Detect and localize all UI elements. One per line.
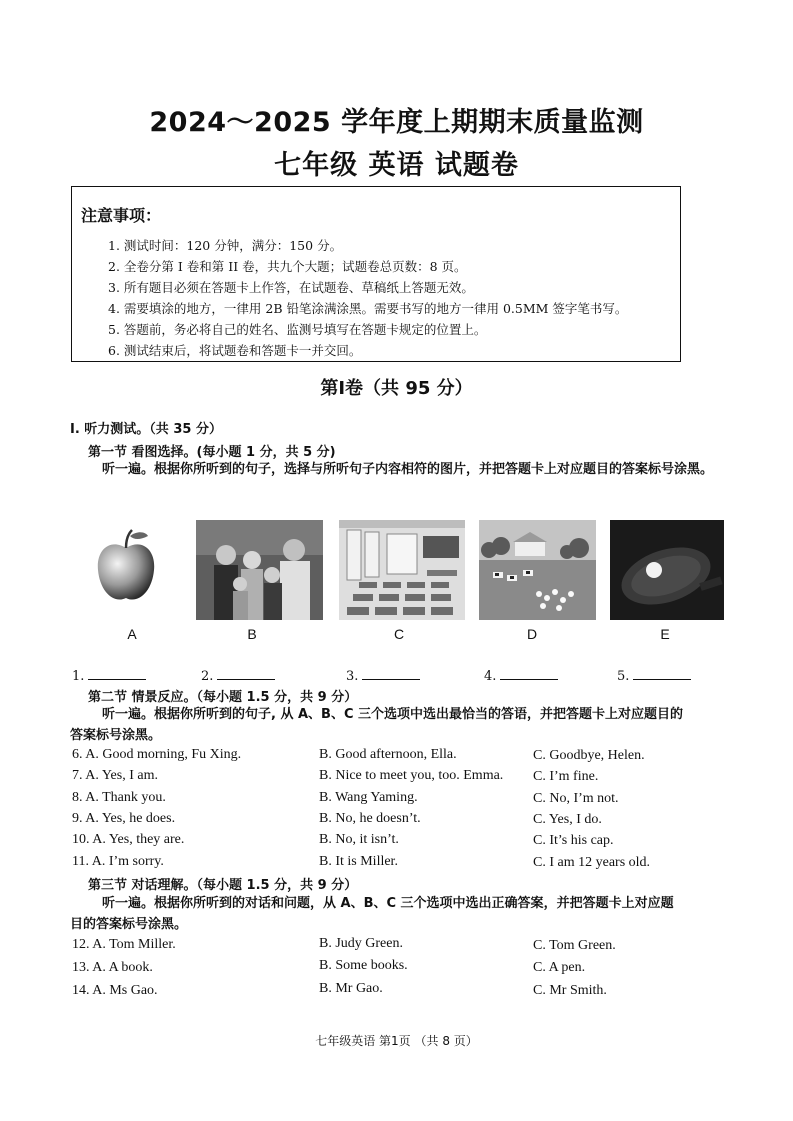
option-b: B. Wang Yaming. bbox=[319, 790, 418, 805]
picture-label-c: C bbox=[393, 626, 405, 642]
answer-blank[interactable] bbox=[201, 667, 275, 684]
blank-number: 1. bbox=[72, 669, 85, 684]
option-a: 9. A. Yes, he does. bbox=[72, 811, 176, 826]
option-b: B. Nice to meet you, too. Emma. bbox=[319, 768, 504, 783]
listening-heading: I. 听力测试。（共 35 分） bbox=[70, 422, 222, 437]
option-c: C. Yes, I do. bbox=[533, 812, 602, 827]
section2-instruction-line2: 答案标号涂黑。 bbox=[70, 728, 162, 743]
section1-title: 第一节 看图选择。(每小题 1 分，共 5 分) bbox=[88, 445, 336, 460]
option-a: 7. A. Yes, I am. bbox=[72, 768, 158, 783]
answer-blank[interactable] bbox=[617, 667, 691, 684]
option-c: C. I am 12 years old. bbox=[533, 855, 651, 870]
blank-number: 5. bbox=[617, 669, 630, 684]
blank-number: 3. bbox=[346, 669, 359, 684]
section3-instruction-line1: 听一遍。根据你所听到的对话和问题，从 A、B、C 三个选项中选出正确答案，并把答题卡上对应题 bbox=[102, 896, 674, 911]
apple-picture bbox=[90, 520, 162, 620]
farm-photo bbox=[479, 520, 596, 620]
option-a: 10. A. Yes, they are. bbox=[72, 832, 185, 847]
notice-item: 2. 全卷分第 I 卷和第 II 卷，共九个大题；试题卷总页数：8 页。 bbox=[108, 259, 467, 274]
option-a: 13. A. A book. bbox=[72, 960, 153, 975]
notice-item: 3. 所有题目必须在答题卡上作答，在试题卷、草稿纸上答题无效。 bbox=[108, 280, 474, 295]
section3-title: 第三节 对话理解。（每小题 1.5 分，共 9 分） bbox=[88, 878, 358, 893]
option-a: 8. A. Thank you. bbox=[72, 790, 166, 805]
blank-number: 4. bbox=[484, 669, 497, 684]
option-b: B. It is Miller. bbox=[319, 854, 398, 869]
option-b: B. Judy Green. bbox=[319, 936, 403, 951]
notice-title: 注意事项： bbox=[81, 206, 162, 225]
section1-instruction: 听一遍。根据你所听到的句子，选择与所听句子内容相符的图片，并把答题卡上对应题目的答案标号涂黑。 bbox=[102, 462, 714, 477]
part1-heading: 第Ⅰ卷（共 95 分） bbox=[320, 378, 473, 399]
notice-item: 1. 测试时间：120 分钟，满分：150 分。 bbox=[108, 238, 343, 253]
notice-list bbox=[108, 235, 627, 361]
option-a: 6. A. Good morning, Fu Xing. bbox=[72, 747, 242, 762]
option-b: B. Mr Gao. bbox=[319, 981, 383, 996]
exam-title-line1: 2024～2025 学年度上期期末质量监测 bbox=[149, 107, 644, 138]
page-footer: 七年级英语 第1页 （共 8 页） bbox=[315, 1034, 478, 1048]
notice-item: 4. 需要填涂的地方，一律用 2B 铅笔涂满涂黑。需要书写的地方一律用 0.5MM 签字笔书写。 bbox=[108, 301, 628, 316]
exam-title-line2: 七年级 英语 试题卷 bbox=[274, 150, 519, 181]
option-b: B. Good afternoon, Ella. bbox=[319, 747, 457, 762]
section3-instruction-line2: 目的答案标号涂黑。 bbox=[70, 917, 188, 932]
option-c: C. No, I’m not. bbox=[533, 791, 619, 806]
notice-box bbox=[71, 186, 681, 362]
option-c: C. I’m fine. bbox=[533, 769, 599, 784]
answer-blank[interactable] bbox=[346, 667, 420, 684]
family-photo bbox=[196, 520, 323, 620]
picture-label-b: B bbox=[247, 626, 257, 642]
option-a: 14. A. Ms Gao. bbox=[72, 983, 158, 998]
notice-item: 5. 答题前，务必将自己的姓名、监测号填写在答题卡规定的位置上。 bbox=[108, 322, 487, 337]
option-a: 11. A. I’m sorry. bbox=[72, 854, 164, 869]
ping-pong-photo bbox=[610, 520, 724, 620]
option-c: C. A pen. bbox=[533, 960, 586, 975]
option-c: C. Tom Green. bbox=[533, 938, 616, 953]
answer-blank[interactable] bbox=[484, 667, 558, 684]
picture-label-e: E bbox=[660, 626, 670, 642]
option-a: 12. A. Tom Miller. bbox=[72, 937, 176, 952]
classroom-photo bbox=[339, 520, 465, 620]
option-b: B. No, he doesn’t. bbox=[319, 811, 421, 826]
option-c: C. Mr Smith. bbox=[533, 983, 607, 998]
answer-blank[interactable] bbox=[72, 667, 146, 684]
section2-title: 第二节 情景反应。（每小题 1.5 分，共 9 分） bbox=[88, 690, 358, 705]
option-b: B. Some books. bbox=[319, 958, 408, 973]
picture-label-d: D bbox=[526, 626, 538, 642]
blank-number: 2. bbox=[201, 669, 214, 684]
section2-instruction-line1: 听一遍。根据你所听到的句子, 从 A、B、C 三个选项中选出最恰当的答语，并把答题卡上对应题目的 bbox=[102, 707, 684, 722]
notice-item: 6. 测试结束后，将试题卷和答题卡一并交回。 bbox=[108, 343, 362, 358]
option-c: C. Goodbye, Helen. bbox=[533, 748, 645, 763]
picture-label-a: A bbox=[127, 626, 137, 642]
option-c: C. It’s his cap. bbox=[533, 833, 614, 848]
option-b: B. No, it isn’t. bbox=[319, 832, 399, 847]
